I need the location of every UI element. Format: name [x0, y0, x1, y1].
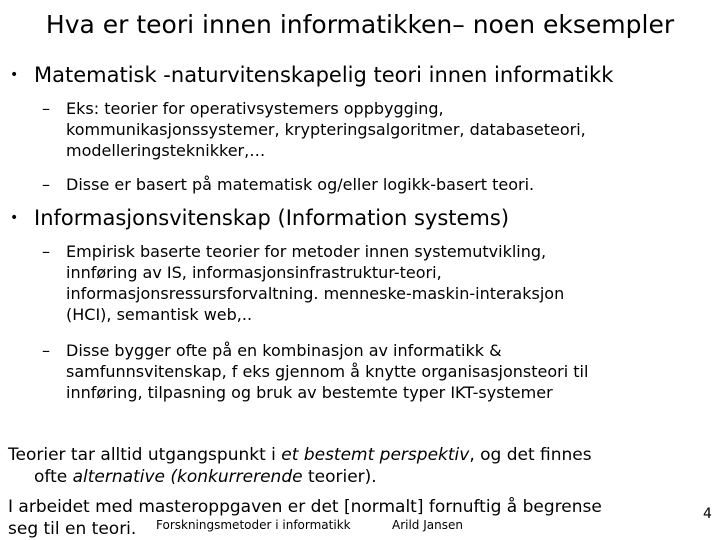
dash-icon: –: [42, 175, 50, 194]
emphasis-text: alternative (konkurrerende: [72, 467, 303, 487]
dash-icon: –: [42, 242, 50, 261]
sub-bullet-line: informasjonsressursforvaltning. menneske-maskin-interaksjon: [66, 284, 565, 303]
sub-bullet-disse-bygger: [42, 340, 702, 403]
footer-author: Arild Jansen: [392, 518, 463, 532]
sub-bullet-line: kommunikasjonssystemer, krypteringsalgoritmer, databaseteori,: [66, 120, 586, 139]
paragraph-line: [8, 444, 592, 466]
bullet-icon: •: [10, 210, 19, 226]
bullet-text: Matematisk -naturvitenskapelig teori innen informatikk: [34, 63, 614, 87]
text-run: , og det finnes: [469, 445, 592, 465]
text-run: Teorier tar alltid utgangspunkt i: [8, 445, 282, 465]
emphasis-text: et bestemt perspektiv: [281, 445, 470, 465]
sub-bullet-line: innføring, tilpasning og bruk av bestemte typer IKT-systemer: [66, 383, 553, 402]
text-run: teorier).: [302, 467, 377, 487]
bullet-text: Informasjonsvitenskap (Information systems): [34, 206, 510, 230]
paragraph-teorier: [8, 444, 592, 488]
slide-title: Hva er teori innen informatikken– noen eksempler: [45, 10, 675, 39]
sub-bullet-disse-er: [42, 174, 702, 195]
sub-bullet-line: samfunnsvitenskap, f eks gjennom å knytte organisasjonsteori til: [66, 362, 589, 381]
sub-bullet-line: innføring av IS, informasjonsinfrastruktur-teori,: [66, 263, 442, 282]
sub-bullet-line: Disse bygger ofte på en kombinasjon av informatikk &: [66, 341, 502, 360]
sub-bullet-line: Empirisk baserte teorier for metoder innen systemutvikling,: [66, 242, 547, 261]
sub-bullet-line: Eks: teorier for operativsystemers oppbygging,: [66, 99, 444, 118]
page-number: 4: [703, 506, 712, 522]
paragraph-line: [8, 466, 592, 488]
sub-bullet-eks: [42, 98, 702, 161]
dash-icon: –: [42, 341, 50, 360]
sub-bullet-empirisk: [42, 241, 702, 325]
sub-bullet-line: (HCI), semantisk web,..: [66, 305, 253, 324]
footer-course: Forskningsmetoder i informatikk: [156, 518, 351, 532]
paragraph-line: I arbeidet med masteroppgaven er det [normalt] fornuftig å begrense: [8, 497, 602, 517]
dash-icon: –: [42, 99, 50, 118]
bullet-icon: •: [10, 67, 19, 83]
paragraph-line: seg til en teori.: [8, 519, 137, 539]
sub-bullet-line: modelleringsteknikker,…: [66, 141, 266, 160]
text-run: ofte: [34, 467, 73, 487]
sub-bullet-line: Disse er basert på matematisk og/eller logikk-basert teori.: [66, 175, 535, 194]
